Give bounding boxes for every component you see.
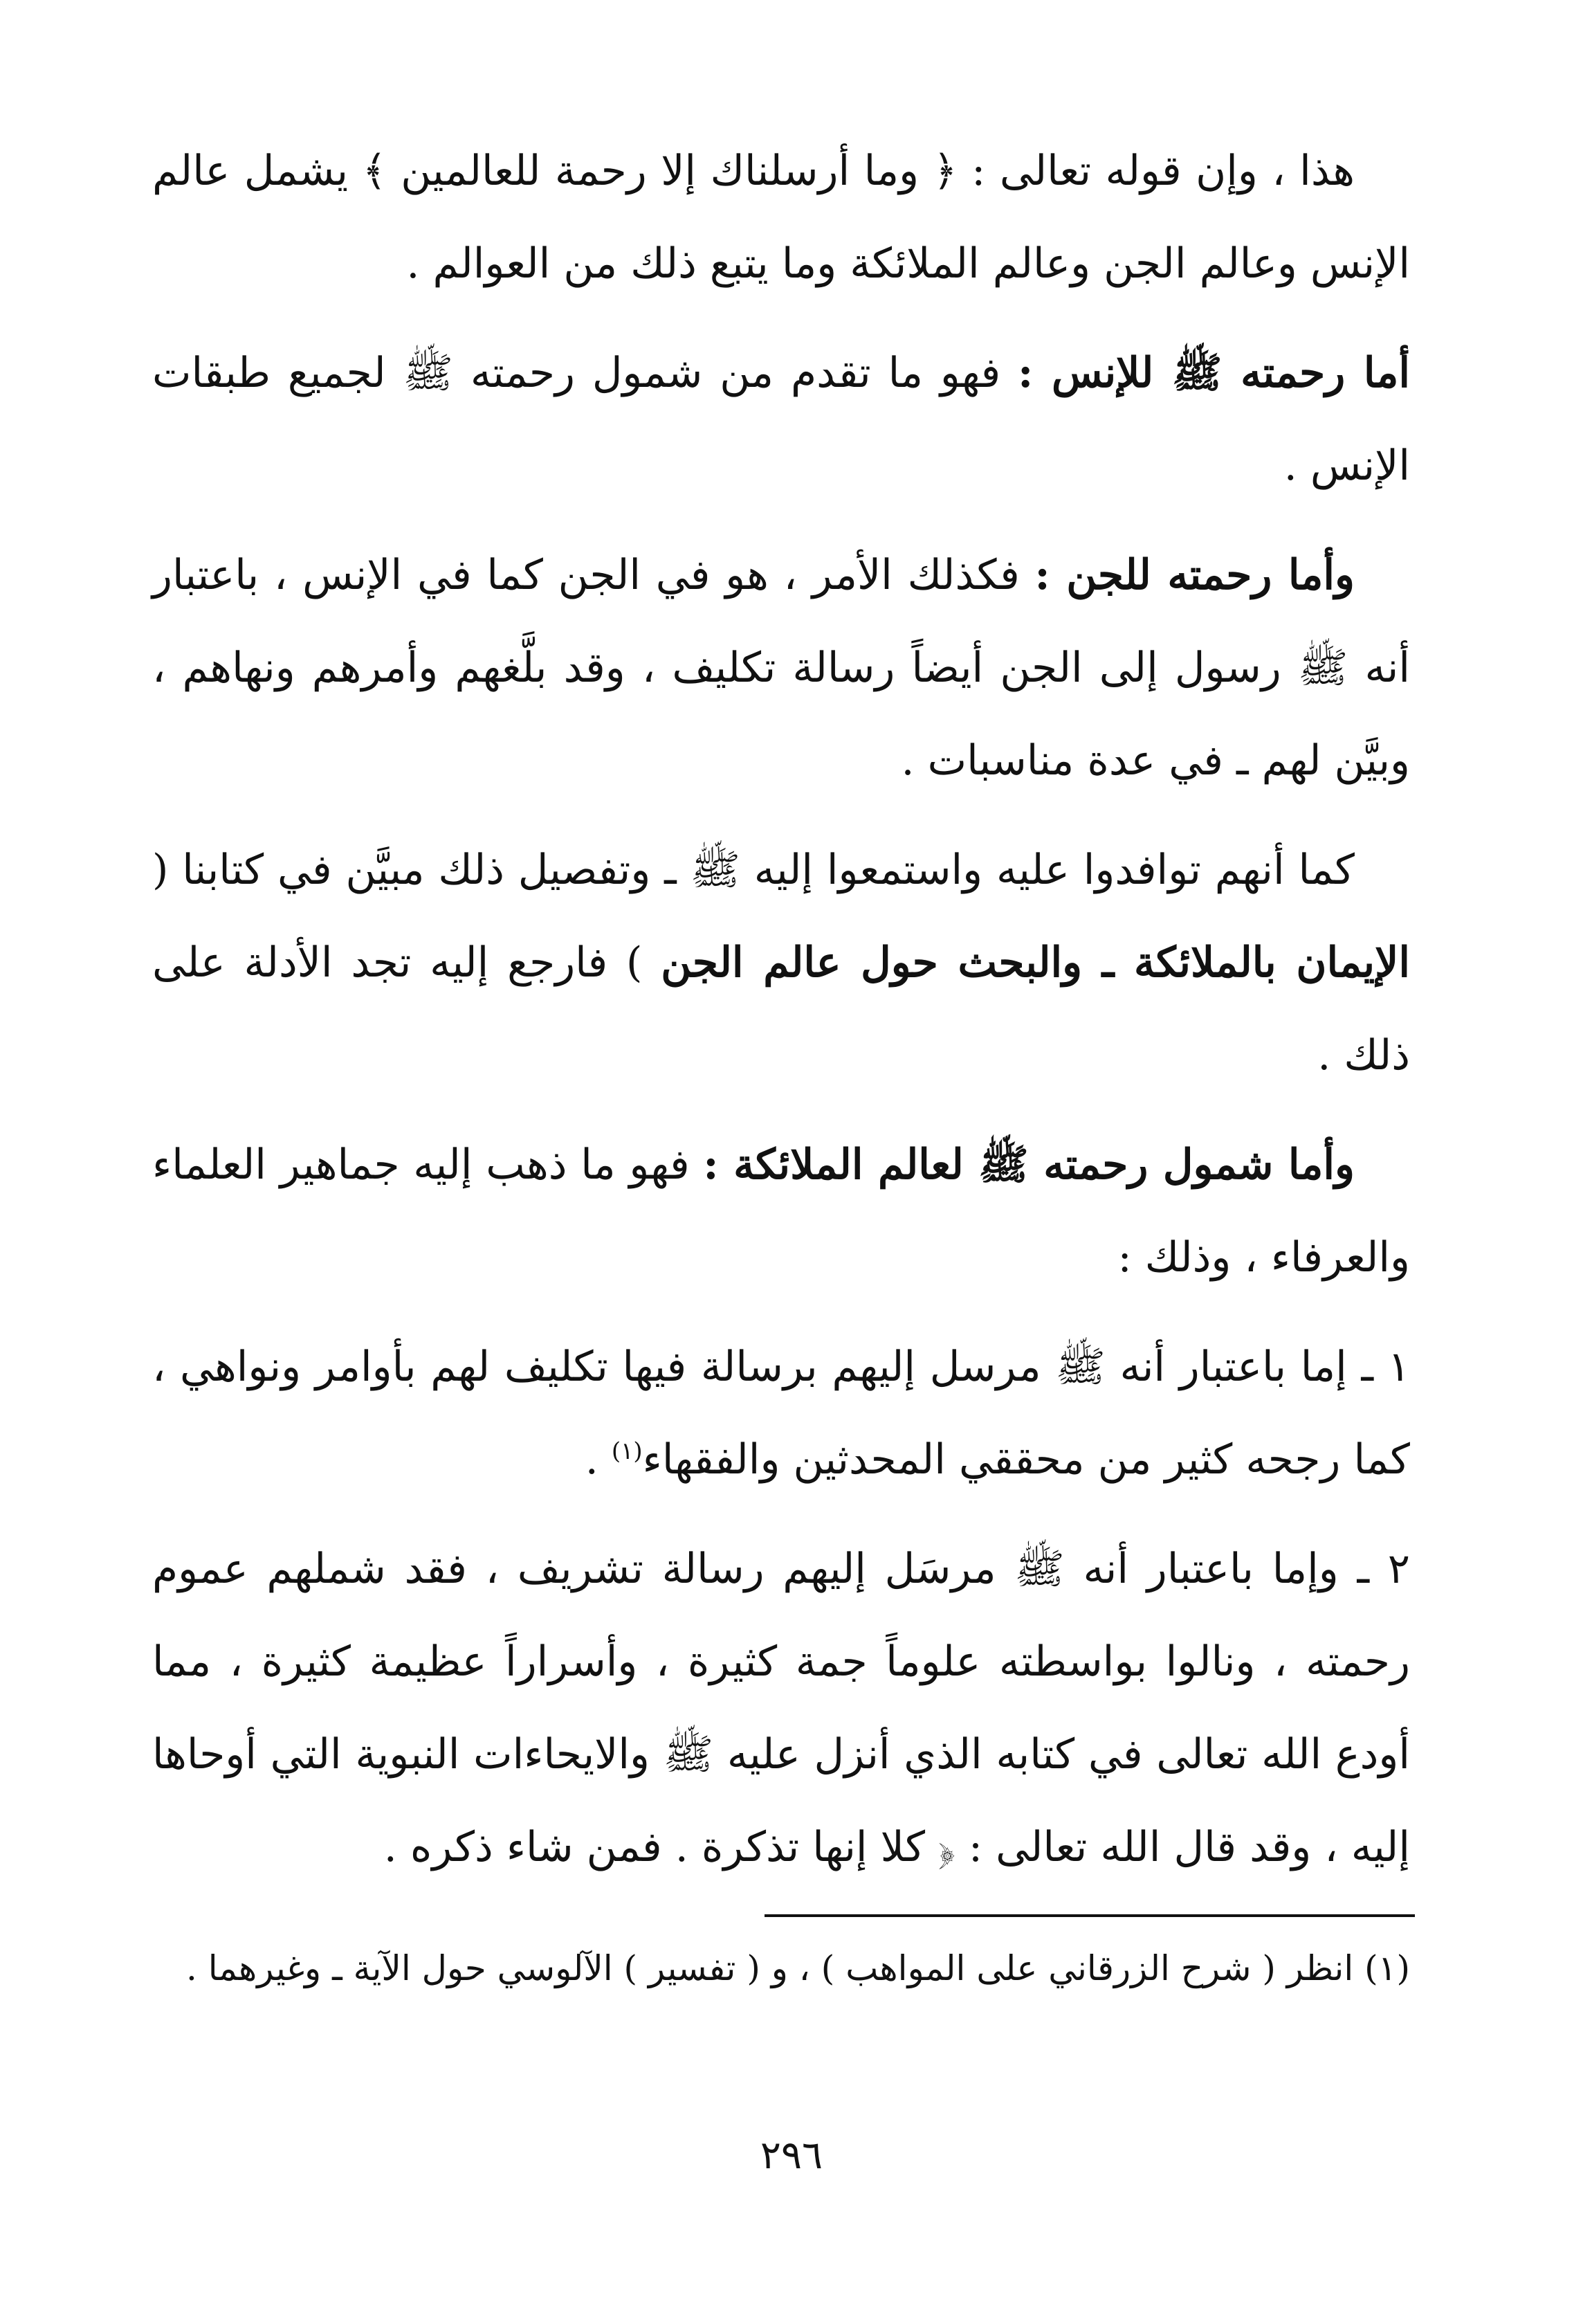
- book-title: الإيمان بالملائكة ـ والبحث حول عالم الجن: [661, 938, 1410, 987]
- footnote-text: (١) انظر ( شرح الزرقاني على المواهب ) ، و ( تفسير ) الآلوسي حول الآية ـ وغيرهما .: [185, 1948, 1410, 1988]
- paragraph-heading: أما رحمته ﷺ للإنس :: [1018, 349, 1411, 397]
- paragraph-text: فهو ما تقدم من شمول رحمته ﷺ لجميع طبقات الإنس .: [152, 349, 1410, 490]
- paragraph-jinn-delegation: [152, 824, 1410, 1102]
- footnote: [159, 1938, 1410, 1999]
- paragraph-mercy-angels: [152, 1118, 1410, 1304]
- paragraph-point-two: [152, 1523, 1410, 1894]
- page-number: ٢٩٦: [760, 2133, 823, 2178]
- paragraph-text: فهو ما ذهب إليه جماهير العلماء والعرفاء ، وذلك :: [152, 1141, 1410, 1282]
- paragraph-text: كما أنهم توافدوا عليه واستمعوا إليه ﷺ ـ وتفصيل ذلك مبيَّن في كتابنا (: [152, 846, 1355, 894]
- paragraph-text: هذا ، وإن قوله تعالى : ﴿ وما أرسلناك إلا رحمة للعالمين ﴾ يشمل عالم الإنس وعالم الجن وعالم الملائكة وما يتبع ذلك من العوالم .: [152, 147, 1410, 288]
- paragraph-text: ) فارجع إليه تجد الأدلة على ذلك .: [152, 938, 1410, 1080]
- paragraph-mercy-jinn: [152, 529, 1410, 807]
- paragraph-intro: [152, 125, 1410, 310]
- paragraph-heading: وأما شمول رحمته ﷺ لعالم الملائكة :: [703, 1141, 1355, 1189]
- paragraph-text: ٢ ـ وإما باعتبار أنه ﷺ مرسَل إليهم رسالة تشريف ، فقد شملهم عموم رحمته ، ونالوا بواسطته علوماً جمة كثيرة ، وأسراراً عظيمة كثيرة ، مما أودع الله تعالى في كتابه الذي أنزل عليه ﷺ والايحاءات النبوية التي أوحاها إليه ، وقد قال الله تعالى : ﴿ كلا إنها تذكرة . فمن شاء ذكره .: [152, 1545, 1410, 1871]
- footnote-divider: [765, 1914, 1415, 1917]
- paragraph-mercy-humans: [152, 327, 1410, 512]
- paragraph-point-one: [152, 1320, 1410, 1506]
- paragraph-text: فكذلك الأمر ، هو في الجن كما في الإنس ، باعتبار أنه ﷺ رسول إلى الجن أيضاً رسالة تكليف ، وقد بلَّغهم وأمرهم ونهاهم ، وبيَّن لهم ـ في عدة مناسبات .: [152, 551, 1410, 785]
- paragraph-text: ١ ـ إما باعتبار أنه ﷺ مرسل إليهم برسالة فيها تكليف لهم بأوامر ونواهي ، كما رجحه كثير من محققي المحدثين والفقهاء: [152, 1343, 1410, 1484]
- main-text: [152, 125, 1410, 1910]
- paragraph-heading: وأما رحمته للجن :: [1034, 551, 1355, 599]
- paragraph-text: .: [585, 1435, 612, 1484]
- footnote-marker: (١): [611, 1437, 643, 1465]
